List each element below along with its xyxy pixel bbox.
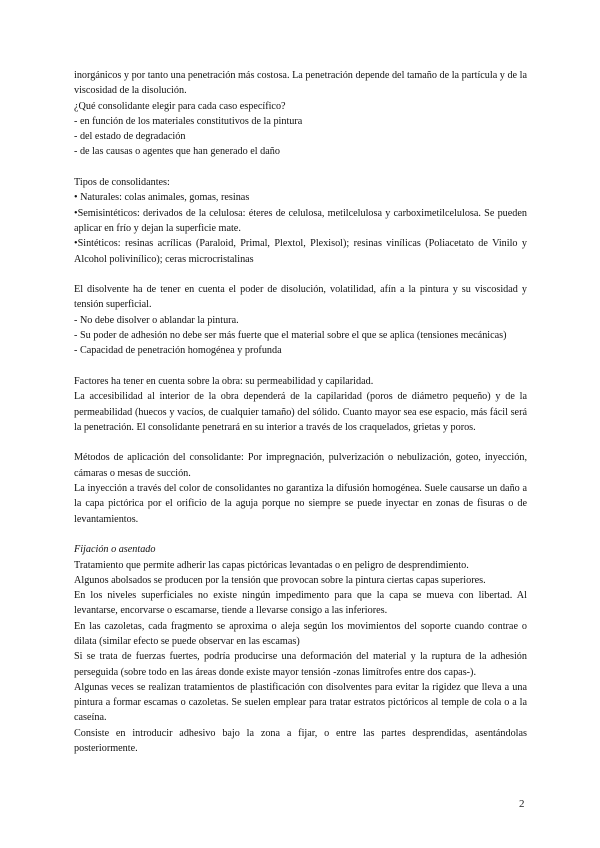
paragraph: - de las causas o agentes que han generado el daño [74, 146, 280, 158]
paragraph: Métodos de aplicación del consolidante: Por impregnación, pulverización o nebulización, goteo, inyección, cámaras o mesas de succión. [74, 452, 527, 479]
paragraph: ¿Qué consolidante elegir para cada caso específico? [74, 100, 286, 112]
paragraph: Factores ha tener en cuenta sobre la obra: su permeabilidad y capilaridad. [74, 375, 374, 387]
paragraph: En las cazoletas, cada fragmento se aproxima o aleja según los movimientos del soporte cuando contrae o dilata (similar efecto se puede observar en las escamas) [74, 620, 527, 647]
paragraph: inorgánicos y por tanto una penetración más costosa. La penetración depende del tamaño de la partícula y de la viscosidad de la disolución. [74, 70, 527, 97]
paragraph: •Sintéticos: resinas acrílicas (Paraloid, Primal, Plextol, Plexisol); resinas vinílicas (Poliacetato de Vinilo y Alcohol polivinílico); ceras microcristalinas [74, 238, 527, 265]
paragraph: La inyección a través del color de consolidantes no garantiza la difusión homogénea. Suele causarse un daño a la capa pictórica por el orificio de la aguja porque no siempre se puede inyectar en zonas de fisuras o de levantamientos. [74, 483, 527, 525]
paragraph: - del estado de degradación [74, 131, 186, 143]
section-heading: Fijación o asentado [74, 544, 156, 556]
paragraph: Si se trata de fuerzas fuertes, podría producirse una deformación del material y la ruptura de la adhesión perseguida (sobre todo en las áreas donde existe mayor tensión -zonas limítrofes entre dos capas-). [74, 651, 527, 678]
paragraph: - en función de los materiales constitutivos de la pintura [74, 115, 303, 127]
paragraph: •Semisintéticos: derivados de la celulosa: éteres de celulosa, metilcelulosa y carboximetilcelulosa. Se pueden aplicar en frío y dejan la superficie mate. [74, 207, 527, 234]
paragraph-spacer [74, 359, 527, 374]
paragraph: Tipos de consolidantes: [74, 177, 170, 189]
paragraph-spacer [74, 267, 527, 282]
paragraph: Algunos abolsados se producen por la tensión que provocan sobre la pintura ciertas capas superiores. [74, 574, 486, 586]
page-body [74, 68, 527, 756]
paragraph: • Naturales: colas animales, gomas, resinas [74, 192, 250, 204]
paragraph: - Su poder de adhesión no debe ser más fuerte que el material sobre el que se aplica (tensiones mecánicas) [74, 330, 507, 342]
paragraph-spacer [74, 527, 527, 542]
paragraph: En los niveles superficiales no existe ningún impedimento para que la capa se mueva con libertad. Al levantarse, encorvarse o escamarse, tiende a llevarse consigo a las inferiores. [74, 590, 527, 617]
paragraph: Tratamiento que permite adherir las capas pictóricas levantadas o en peligro de desprendimiento. [74, 559, 469, 571]
paragraph-spacer [74, 160, 527, 175]
paragraph: - Capacidad de penetración homogénea y profunda [74, 345, 282, 357]
paragraph: El disolvente ha de tener en cuenta el poder de disolución, volatilidad, afín a la pintura y su viscosidad y tensión superficial. [74, 284, 527, 311]
page-number: 2 [519, 798, 525, 810]
paragraph: Consiste en introducir adhesivo bajo la zona a fijar, o entre las partes desprendidas, asentándolas posteriormente. [74, 727, 527, 755]
paragraph-spacer [74, 435, 527, 450]
paragraph: Algunas veces se realizan tratamientos de plastificación con disolventes para evitar la rigidez que lleva a una pintura a formar escamas o cazoletas. Se suelen emplear para tratar estratos pictóricos al temple de cola o a la caseína. [74, 681, 527, 724]
paragraph: - No debe disolver o ablandar la pintura. [74, 314, 239, 326]
paragraph: La accesibilidad al interior de la obra dependerá de la capilaridad (poros de diámetro pequeño) y de la permeabilidad (huecos y vacíos, de cualquier tamaño) del sólido. Cuanto mayor sea ese espacio, más fácil será la penetración. El consolidante penetrará en su interior a través de los craquelados, grietas y poros. [74, 391, 527, 433]
